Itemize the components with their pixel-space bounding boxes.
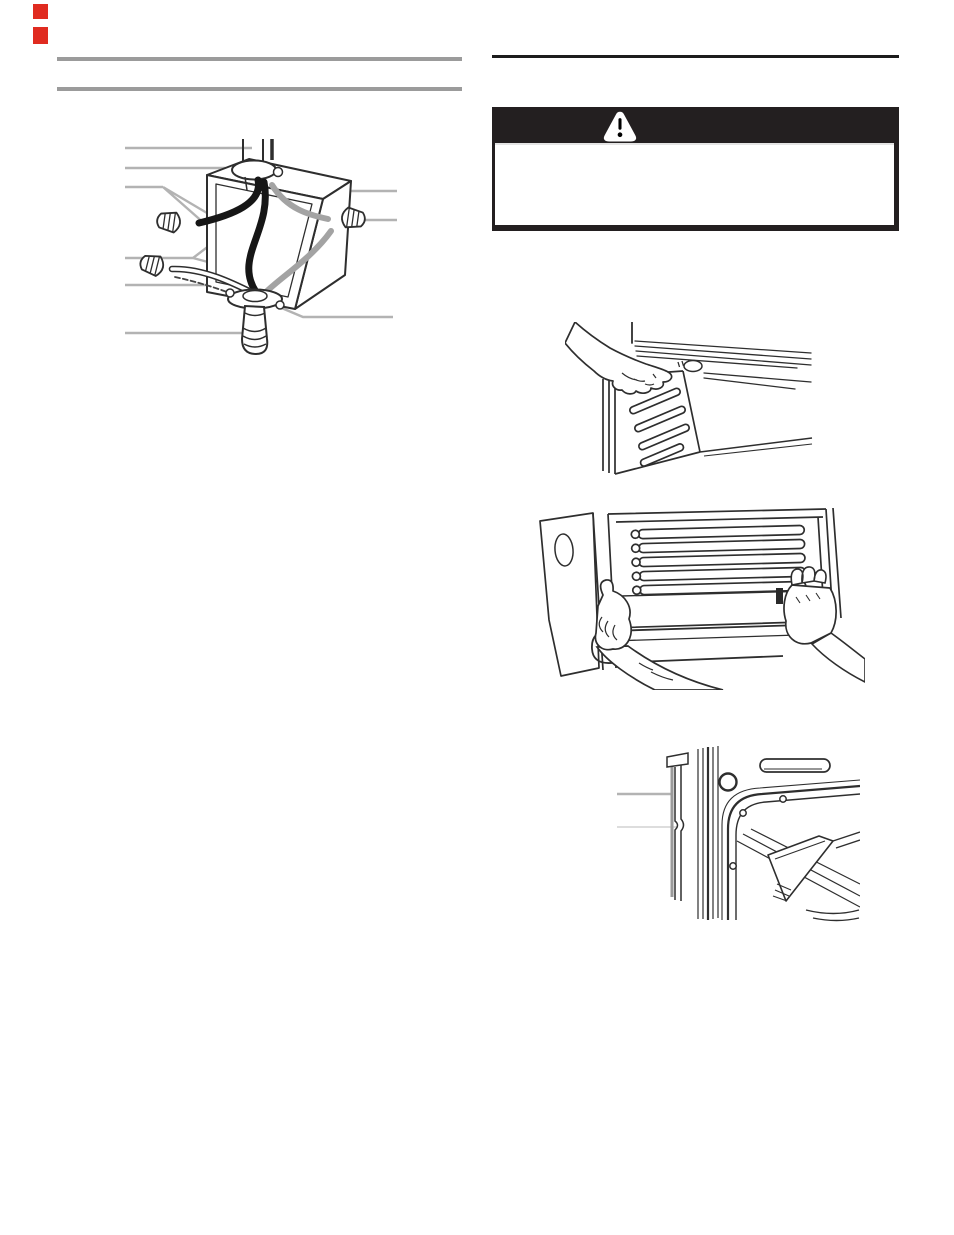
floor-lines	[700, 438, 812, 456]
cable-clamp	[226, 289, 284, 354]
door-frame-illustration	[610, 737, 860, 922]
warning-triangle-icon	[602, 110, 638, 142]
oven-cavity-lift-hands-figure	[533, 500, 865, 690]
junction-box-wiring-figure	[115, 135, 405, 365]
left-outer-panel	[540, 513, 599, 676]
oven-top-edge-hand-figure	[565, 322, 815, 477]
right-column-rule	[492, 55, 899, 58]
oven-top-hand-illustration	[565, 322, 815, 477]
right-latch-slot	[776, 588, 783, 604]
red-edge-mark	[33, 27, 48, 44]
warning-banner	[492, 107, 899, 231]
callout-leader-lines	[617, 794, 678, 827]
top-vent-slot	[760, 759, 830, 772]
oven-door-frame-closeup-figure	[610, 737, 860, 922]
junction-box-illustration	[115, 135, 405, 365]
frame-hole	[720, 774, 737, 791]
oven-cavity-illustration	[533, 500, 865, 690]
right-flat-hand	[784, 567, 865, 682]
left-column-divider-top	[57, 57, 462, 61]
left-column-divider-bottom	[57, 87, 462, 91]
warning-body-panel	[495, 143, 894, 225]
rail-button	[678, 361, 702, 372]
vent-slots	[629, 387, 690, 467]
gasket-line-cluster	[698, 746, 718, 920]
left-gripping-hand	[595, 580, 723, 690]
back-wall-slots	[631, 525, 806, 595]
hinge-bracket	[768, 832, 860, 921]
red-edge-mark	[33, 4, 48, 19]
